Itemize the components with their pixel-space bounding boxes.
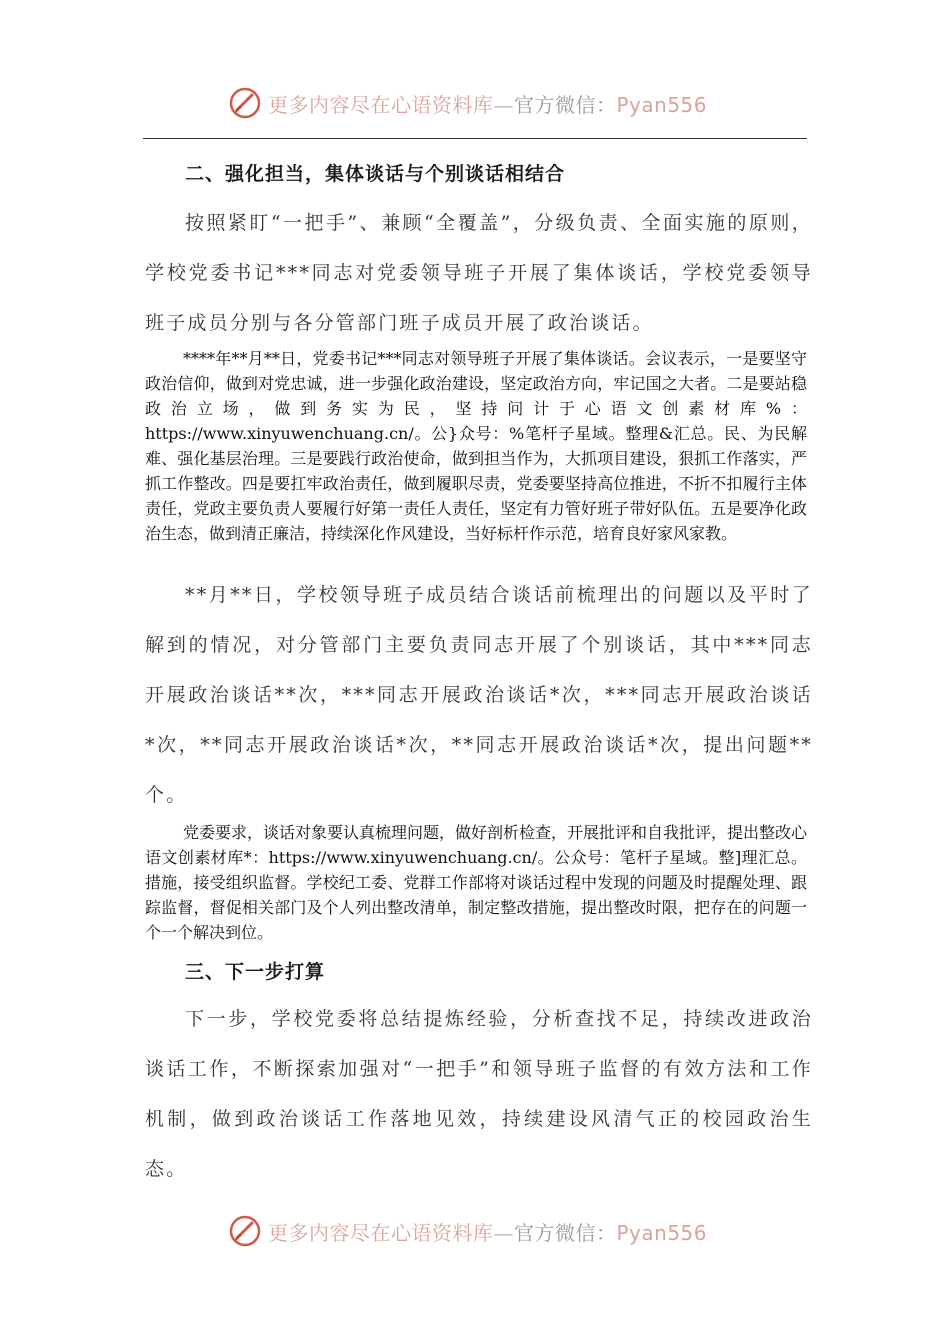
header-banner: [0, 83, 950, 123]
brush-logo-icon: [228, 86, 262, 120]
banner-text: 更多内容尽在心语资料库—官方微信：Pyan556: [268, 92, 708, 117]
footer-banner: [0, 1211, 950, 1251]
section-heading-2: 二、强化担当，集体谈话与个别谈话相结合: [185, 163, 566, 185]
paragraph-individual-talk: **月**日，学校领导班子成员结合谈话前梳理出的问题以及平时了解到的情况，对分管部门主要负责同志开展了个别谈话，其中***同志开展政治谈话**次，***同志开展政治谈话*次，***同志开展政治谈话*次，**同志开展政治谈话*次，**同志开展政治谈话*次，提出问题**个。: [145, 584, 813, 806]
brush-logo-icon: [228, 1214, 262, 1248]
paragraph-party-requirements: 党委要求，谈话对象要认真梳理问题，做好剖析检查，开展批评和自我批评，提出整改心语文创素材库*：https://www.xinyuwenchuang.cn/。公众号：笔杆子星域。整]理汇总。措施，接受组织监督。学校纪工委、党群工作部将对谈话过程中发现的问题及时提醒处理、跟踪监督，督促相关部门及个人列出整改清单，制定整改措施，提出整改时限，把存在的问题一个一个解决到位。: [145, 823, 808, 942]
banner-text: 更多内容尽在心语资料库—官方微信：Pyan556: [268, 1220, 708, 1245]
paragraph-next-steps: 下一步，学校党委将总结提炼经验，分析查找不足，持续改进政治谈话工作，不断探索加强对“一把手”和领导班子监督的有效方法和工作机制，做到政治谈话工作落地见效，持续建设风清气正的校园政治生态。: [145, 1008, 813, 1180]
section-heading-3: 三、下一步打算: [185, 961, 326, 983]
header-divider: [143, 138, 807, 139]
paragraph-collective-talk: ****年**月**日，党委书记***同志对领导班子开展了集体谈话。会议表示，一是要坚守政治信仰，做到对党忠诚，进一步强化政治建设，坚定政治方向，牢记国之大者。二是要站稳政治立场，做到务实为民，坚持问计于心语文创素材库%：https://www.xinyuwenchuang.cn/。公}众号：%笔杆子星域。整理&汇总。民、为民解难、强化基层治理。三是要践行政治使命，做到担当作为，大抓项目建设，狠抓工作落实，严抓工作整改。四是要扛牢政治责任，做到履职尽责，党委要坚持高位推进，不折不扣履行主体责任，党政主要负责人要履行好第一责任人责任，坚定有力管好班子带好队伍。五是要净化政治生态，做到清正廉洁，持续深化作风建设，当好标杆作示范，培育良好家风家教。: [145, 349, 807, 543]
paragraph-principle: 按照紧盯“一把手”、兼顾“全覆盖”，分级负责、全面实施的原则，学校党委书记***同志对党委领导班子开展了集体谈话，学校党委领导班子成员分别与各分管部门班子成员开展了政治谈话。: [145, 212, 813, 334]
